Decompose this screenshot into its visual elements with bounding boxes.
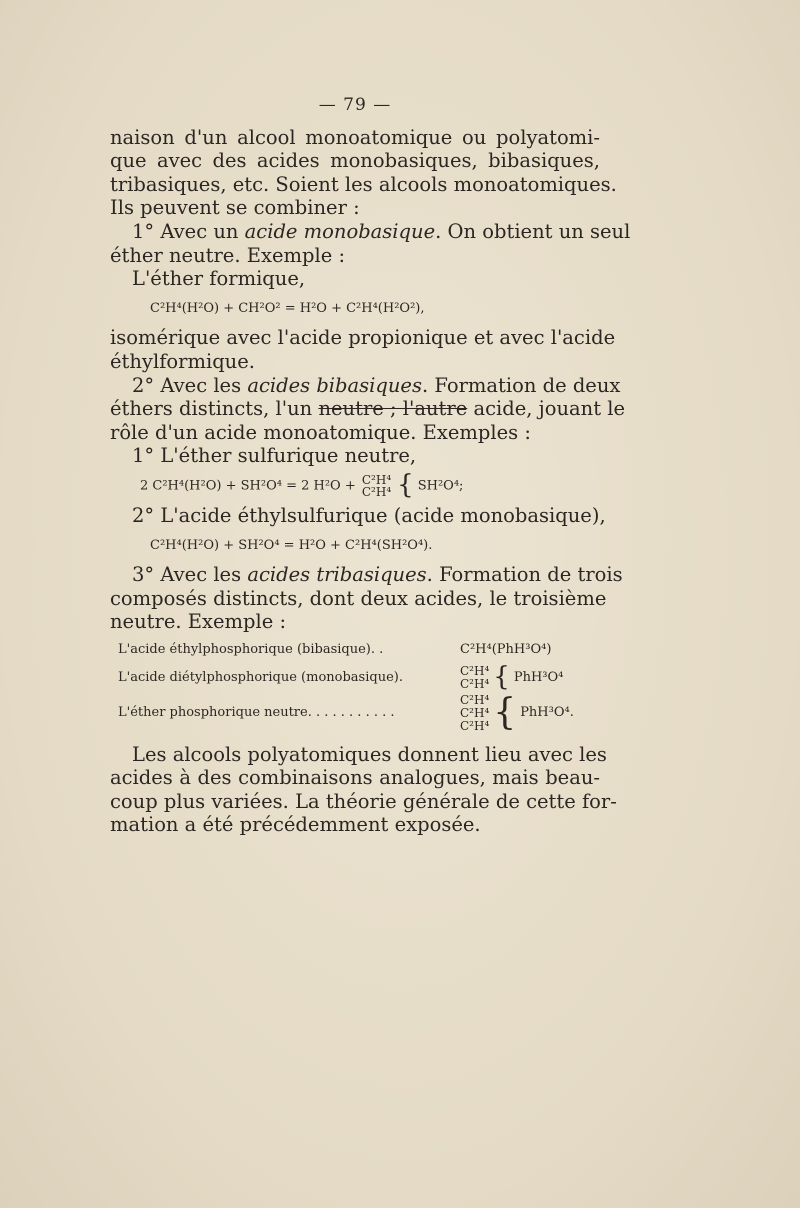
text-run: . Formation de deux [421, 373, 621, 397]
text-run: . On obtient un seul [435, 219, 631, 243]
emphasis: acides bibasiques [247, 373, 422, 397]
formula-stack [362, 474, 391, 498]
text-run: 2° Avec les [132, 373, 242, 397]
formula-left: 2 C²H⁴(H²O) + SH²O⁴ = 2 H²O + [140, 478, 356, 494]
formula-sulfuric-ether [110, 470, 600, 501]
text-line: coup plus variées. La théorie générale de cette for- [110, 789, 617, 813]
stack-item: C²H⁴ [460, 663, 490, 678]
text-run: 1° Avec un [132, 219, 239, 243]
formula-formic: C²H⁴(H²O) + CH²O² = H²O + C²H⁴(H²O²), [150, 300, 425, 316]
formula-tail: PhH³O⁴ [513, 669, 564, 685]
struck-text: neutre ; l'autre [318, 397, 468, 421]
stack-bottom: C²H⁴ [361, 484, 392, 499]
text-line: composés distincts, dont deux acides, le troisième [110, 586, 607, 610]
text-line: L'éther formique, [132, 267, 306, 291]
text-line: neutre. Exemple : [110, 610, 287, 634]
row-formula [460, 661, 600, 692]
paragraph-2 [110, 326, 616, 373]
text-run: éthers distincts, l'un [110, 397, 313, 421]
stack-item: C²H⁴ [460, 692, 490, 707]
stack-item: C²H⁴ [460, 705, 490, 720]
item-monobasic [110, 219, 631, 291]
text-line: naison d'un alcool monoatomique ou polyatomi- [110, 125, 600, 149]
table-row [118, 694, 600, 733]
phosphoric-table [118, 638, 600, 733]
formula-stack [460, 694, 489, 733]
text-line: Les alcools polyatomiques donnent lieu avec les [132, 742, 607, 766]
emphasis: acides tribasiques [247, 563, 427, 587]
text-line: mation a été précédemment exposée. [110, 813, 481, 837]
formula-tail: PhH³O⁴. [520, 705, 574, 721]
brace: { [493, 692, 517, 734]
item-bibasic [110, 373, 626, 468]
text-line: rôle d'un acide monoatomique. Exemples : [110, 420, 531, 444]
text-line [110, 397, 626, 421]
formula-right: SH²O⁴; [417, 478, 464, 494]
row-label: L'acide éthylphosphorique (bibasique). . [118, 641, 384, 657]
table-row [118, 661, 600, 692]
text-run: . Formation de trois [426, 563, 623, 587]
text-line: Ils peuvent se combiner : [110, 196, 360, 220]
row-label: L'éther phosphorique neutre. . . . . . . . . . . [118, 705, 395, 721]
emphasis: acide monobasique [244, 219, 436, 243]
text-line [110, 219, 631, 244]
formula-part: C²H⁴(PhH³O⁴) [460, 641, 552, 657]
row-formula [460, 638, 600, 662]
formula-ethylsulfuric: C²H⁴(H²O) + SH²O⁴ = H²O + C²H⁴(SH²O⁴). [150, 537, 433, 553]
text-line [110, 373, 621, 398]
text-line: éther neutre. Exemple : [110, 243, 346, 267]
item-ethylsulfuric [110, 504, 606, 528]
text-line: éthylformique. [110, 349, 255, 373]
formula-stack [460, 665, 489, 691]
text-line: 2° L'acide éthylsulfurique (acide monobasique), [132, 504, 606, 527]
text-line: isomérique avec l'acide propionique et avec l'acide [110, 326, 616, 350]
stack-item: C²H⁴ [460, 676, 490, 691]
text-line: 1° L'éther sulfurique neutre, [132, 444, 417, 468]
table-row [118, 638, 600, 662]
paragraph-1 [110, 125, 617, 220]
text-run: acide, jouant le [473, 397, 626, 421]
row-label: L'acide diétylphosphorique (monobasique). [118, 669, 403, 685]
paragraph-3 [110, 742, 617, 837]
item-tribasic [110, 563, 623, 634]
brace: { [397, 470, 414, 501]
stack-item: C²H⁴ [460, 718, 490, 733]
text-line: que avec des acides monobasiques, bibasiques, [110, 149, 600, 173]
text-line: tribasiques, etc. Soient les alcools monoatomiques. [110, 172, 617, 196]
stack-top: C²H⁴ [361, 472, 392, 487]
row-formula [460, 694, 600, 733]
brace: { [493, 661, 510, 692]
page-text [110, 94, 631, 837]
text-run: 3° Avec les [132, 563, 242, 587]
text-line: acides à des combinaisons analogues, mais beau- [110, 766, 600, 790]
text-line [110, 563, 623, 587]
page-number: — 79 — [318, 95, 392, 115]
